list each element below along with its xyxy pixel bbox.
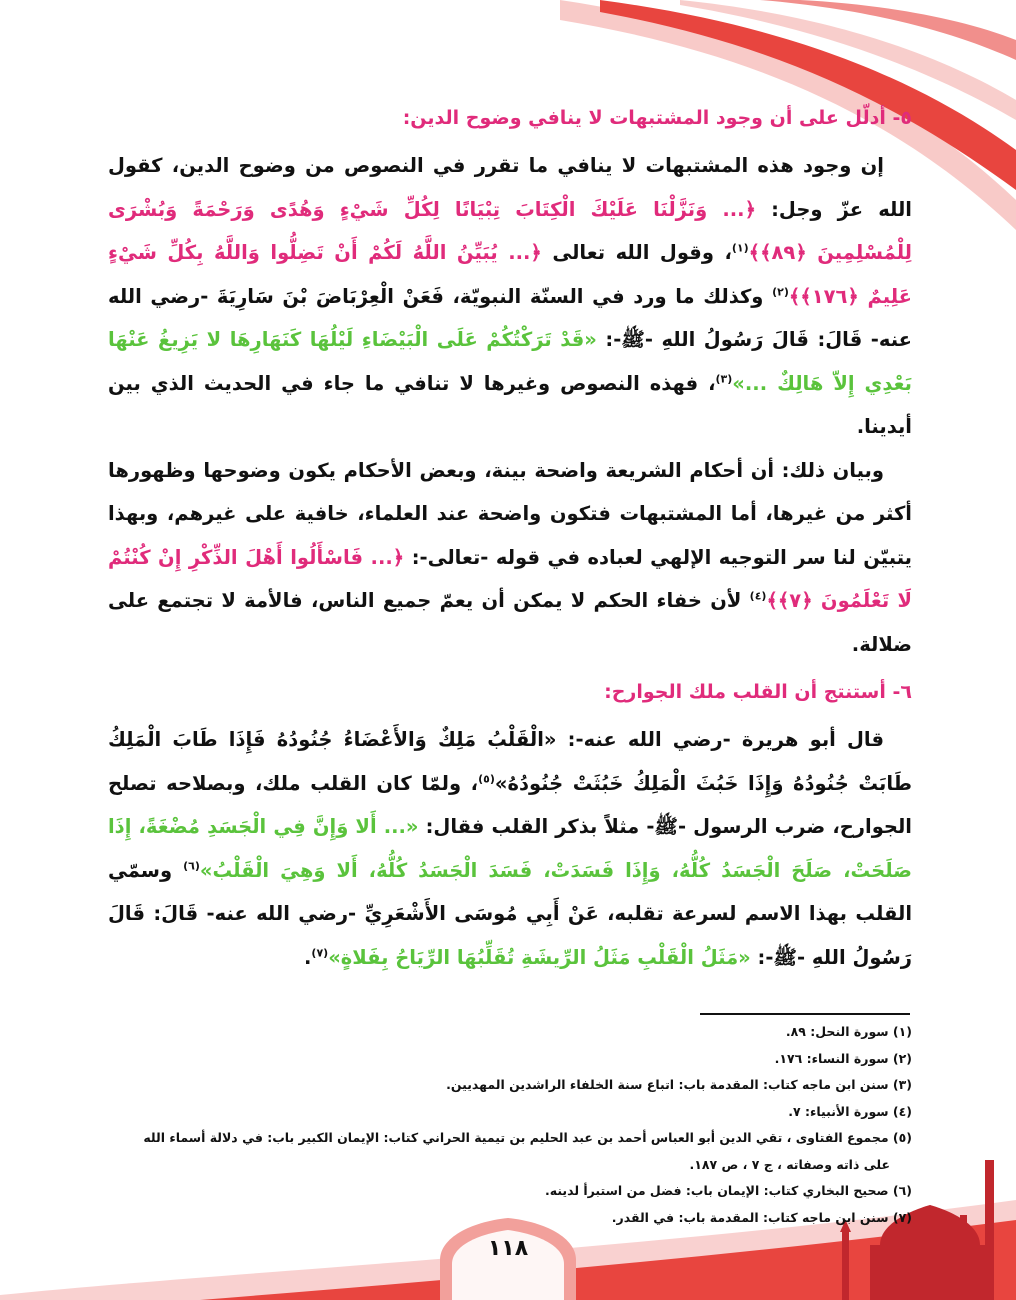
footnote-1: (١) سورة النحل: ٨٩. — [785, 1024, 912, 1039]
quran-verse: ﴿... فَاسْأَلُوا أَهْلَ الذِّكْرِ إِنْ كُنْتُمْ لَا تَعْلَمُونَ ﴿٧﴾﴾ — [108, 545, 912, 612]
main-content — [108, 98, 912, 979]
body-text: ، ولمّا كان القلب ملك، وبصلاحه تصلح الجوارح، ضرب الرسول -ﷺ- مثلاً بذكر القلب فقال: — [108, 771, 912, 838]
footnote-ref: (٦) — [183, 859, 200, 872]
footnote-4: (٤) سورة الأنبياء: ٧. — [788, 1103, 912, 1119]
body-text: ، فهذه النصوص وغيرها لا تنافي ما جاء في الحديث الذي بين أيدينا. — [108, 371, 912, 438]
footnote-ref: (٤) — [749, 589, 767, 603]
footnote-2: (٢) سورة النساء: ١٧٦. — [774, 1050, 912, 1066]
section-5-paragraph-2 — [108, 449, 912, 667]
section-5-heading: ٥- أدلّل على أن وجود المشتبهات لا ينافي وضوح الدين: — [402, 107, 912, 129]
footnote-ref: (٣) — [715, 372, 733, 385]
section-5-paragraph-1 — [108, 144, 912, 449]
footnote-5-continued: على ذاته وصفاته ، ج ٧ ، ص ١٨٧. — [689, 1156, 890, 1172]
footnote-ref: (٧) — [311, 946, 329, 959]
hadith-quote: «قَدْ تَرَكْتُكُمْ عَلَى الْبَيْضَاءِ لَيْلُهَا كَنَهَارِهَا لا يَزِيغُ عَنْهَا بَعْدِي إِلاّ هَالِكٌ ...» — [108, 328, 912, 395]
hadith-quote: «... أَلا وَإِنَّ فِي الْجَسَدِ مُضْغَةً، إِذَا صَلَحَتْ، صَلَحَ الْجَسَدُ كُلُّهُ، وَإِذَا فَسَدَتْ، فَسَدَ الْجَسَدُ كُلُّهُ، أَلا وَهِيَ الْقَلْبُ» — [108, 815, 912, 882]
body-text: لأن خفاء الحكم لا يمكن أن يعمّ جميع الناس، فالأمة لا تجتمع على ضلالة. — [108, 589, 912, 656]
body-text: وكذلك ما ورد في السنّة النبويّة، فَعَنْ الْعِرْبَاضَ بْنَ سَارِيَةَ -رضي الله عنه- قَالَ: قَالَ رَسُولُ اللهِ -ﷺ-: — [108, 284, 912, 351]
footnote-separator — [700, 1013, 910, 1015]
body-text: قال أبو هريرة -رضي الله عنه-: «الْقَلْبُ مَلِكٌ وَالأَعْضَاءُ جُنُودُهُ فَإِذَا طَابَ الْمَلِكُ طَابَتْ جُنُودُهُ وَإِذَا خَبُثَ الْمَلِكُ خَبُثَتْ جُنُودُهُ» — [108, 728, 913, 795]
footnote-5: (٥) مجموع الفتاوى ، تقي الدين أبو العباس أحمد بن عبد الحليم بن تيمية الحراني كتاب: الإيمان الكبير باب: في دلالة أسماء الله — [143, 1130, 912, 1145]
footnote-ref: (٢) — [772, 285, 789, 298]
hadith-quote: «مَثَلُ الْقَلْبِ مَثَلُ الرِّيشَةِ تُقَلِّبُهَا الرِّيَاحُ بِفَلاةٍ» — [328, 945, 751, 969]
body-text: ، وقول الله تعالى — [541, 241, 732, 264]
body-text: . — [303, 945, 312, 969]
quran-verse: ﴿... يُبَيِّنُ اللَّهُ لَكُمْ أَنْ تَضِلُّوا وَاللَّهُ بِكُلِّ شَيْءٍ عَلِيمٌ ﴿١٧٦﴾﴾ — [108, 241, 913, 308]
page-number: ١١٨ — [487, 1236, 529, 1261]
footnote-6: (٦) صحيح البخاري كتاب: الإيمان باب: فضل من استبرأ لدينه. — [544, 1183, 912, 1198]
footnote-ref: (٥) — [478, 772, 495, 785]
quran-verse: ﴿... وَنَزَّلْنَا عَلَيْكَ الْكِتَابَ تِبْيَانًا لِكُلِّ شَيْءٍ وَهُدًى وَرَحْمَةً وَبُشْرَى لِلْمُسْلِمِينَ ﴿٨٩﴾﴾ — [108, 197, 912, 264]
body-text: إن وجود هذه المشتبهات لا ينافي ما تقرر في النصوص من وضوح الدين، كقول الله عزّ وجل: — [108, 154, 912, 221]
section-6-paragraph-1 — [108, 718, 912, 979]
section-6-heading: ٦- أستنتج أن القلب ملك الجوارح: — [604, 681, 912, 703]
body-text: وبيان ذلك: أن أحكام الشريعة واضحة بينة، وبعض الأحكام يكون وضوحها وظهورها أكثر من غيرها، أما المشتبهات فتكون واضحة عند العلماء، خافية على غيرهم، وبهذا يتبيّن لنا سر التوجيه الإلهي لعباده في قوله -تعالى-: — [108, 458, 912, 569]
footnote-ref: (١) — [731, 241, 749, 255]
footnotes — [108, 1019, 912, 1231]
footnote-3: (٣) سنن ابن ماجه كتاب: المقدمة باب: اتباع سنة الخلفاء الراشدين المهديين. — [446, 1077, 912, 1092]
footnote-7: (٧) سنن ابن ماجه كتاب: المقدمة باب: في القدر. — [611, 1209, 912, 1225]
body-text: وسمّي القلب بهذا الاسم لسرعة تقلبه، عَنْ أَبِي مُوسَى الأَشْعَرِيِّ -رضي الله عنه- قَالَ: قَالَ رَسُولُ اللهِ -ﷺ-: — [108, 858, 912, 969]
